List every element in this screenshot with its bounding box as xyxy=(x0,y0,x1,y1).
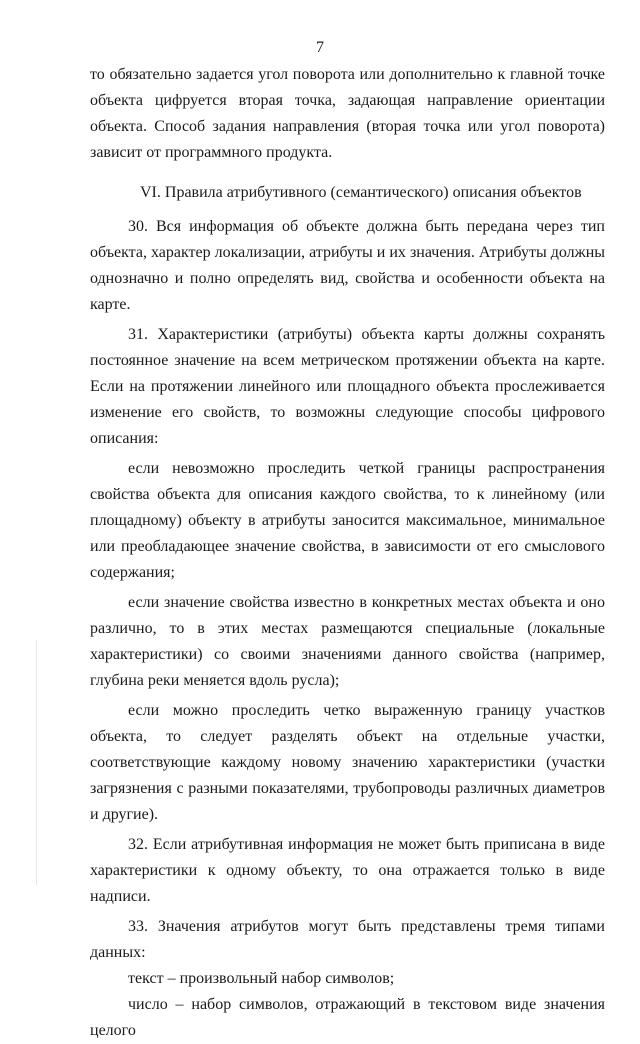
paragraph-33-number-type: число – набор символов, отражающий в текстовом виде значения целого xyxy=(90,996,605,1039)
document-body xyxy=(90,62,605,1044)
paragraph-32: 32. Если атрибутивная информация не может быть приписана в виде характеристики к одному объекту, то она отражается только в виде надписи. xyxy=(90,836,605,905)
paragraph-31: 31. Характеристики (атрибуты) объекта карты должны сохранять постоянное значение на всем метрическом протяжении объекта на карте. Если на протяжении линейного или площадного объекта прослеживается изменение его свойств, то возможны следующие способы цифрового описания: xyxy=(90,326,605,447)
scan-margin-line xyxy=(36,640,37,885)
paragraph-continuation: то обязательно задается угол поворота или дополнительно к главной точке объекта цифруется вторая точка, задающая направление ориентации объекта. Способ задания направления (вторая точка или угол поворота) зависит от программного продукта. xyxy=(90,66,605,161)
section-heading: VI. Правила атрибутивного (семантического) описания объектов xyxy=(140,184,582,201)
paragraph-31-case-3: если можно проследить четко выраженную границу участков объекта, то следует разделять объект на отдельные участки, соответствующие каждому новому значению характеристики (участки загрязнения с разными показателями, трубопроводы различных диаметров и другие). xyxy=(90,702,605,823)
paragraph-33-text-type: текст – произвольный набор символов; xyxy=(128,970,395,987)
paragraph-31-case-2: если значение свойства известно в конкретных местах объекта и оно различно, то в этих местах размещаются специальные (локальные характеристики) со своими значениями данного свойства (например, глубина реки меняется вдоль русла); xyxy=(90,594,605,689)
paragraph-31-case-1: если невозможно проследить четкой границы распространения свойства объекта для описания каждого свойства, то к линейному (или площадному) объекту в атрибуты заносится максимальное, минимальное или преобладающее значение свойства, в зависимости от его смыслового содержания; xyxy=(90,460,605,581)
page-number: 7 xyxy=(316,39,324,56)
paragraph-33: 33. Значения атрибутов могут быть представлены тремя типами данных: xyxy=(90,918,605,961)
paragraph-30: 30. Вся информация об объекте должна быть передана через тип объекта, характер локализации, атрибуты и их значения. Атрибуты должны однозначно и полно определять вид, свойства и особенности объекта на карте. xyxy=(90,218,605,313)
